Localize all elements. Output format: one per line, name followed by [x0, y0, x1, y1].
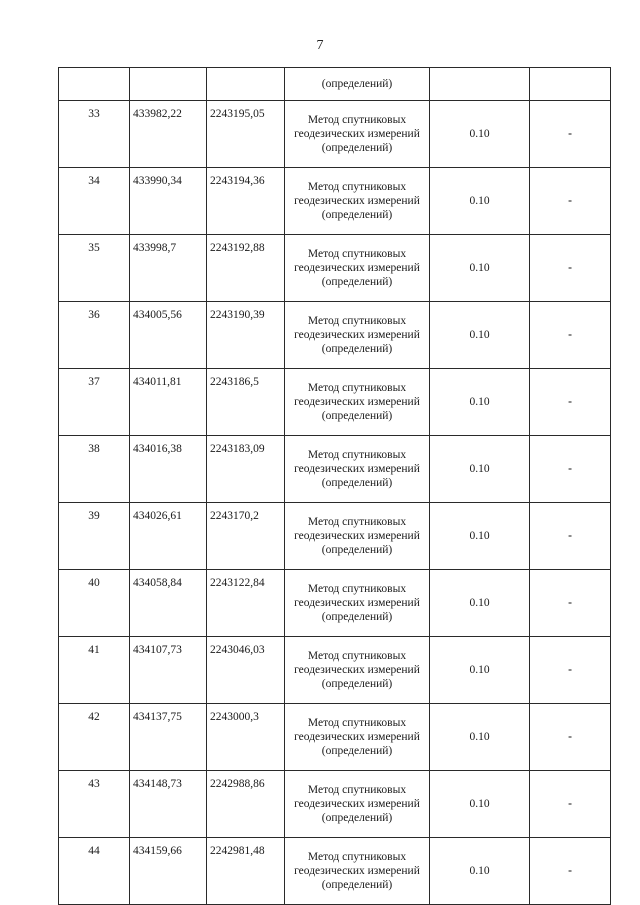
table-row	[59, 436, 611, 503]
table-row-continuation	[59, 68, 611, 101]
cell-x: 433990,34	[130, 168, 207, 235]
cell-num: 34	[59, 168, 130, 235]
cell-precision: 0.10	[430, 168, 530, 235]
cell-method: Метод спутниковых геодезических измерений (определений)	[285, 771, 430, 838]
table-row	[59, 838, 611, 905]
cell-x: 434005,56	[130, 302, 207, 369]
table-row	[59, 637, 611, 704]
cell-method: Метод спутниковых геодезических измерений (определений)	[285, 503, 430, 570]
cell-num: 44	[59, 838, 130, 905]
table-row	[59, 235, 611, 302]
cell-precision: 0.10	[430, 771, 530, 838]
cell-y: 2243122,84	[207, 570, 285, 637]
cell-note: -	[530, 369, 611, 436]
cell-method: Метод спутниковых геодезических измерений (определений)	[285, 570, 430, 637]
cell-precision: 0.10	[430, 704, 530, 771]
cell-note	[530, 68, 611, 101]
cell-precision: 0.10	[430, 637, 530, 704]
cell-x	[130, 68, 207, 101]
cell-note: -	[530, 503, 611, 570]
cell-num: 36	[59, 302, 130, 369]
cell-precision: 0.10	[430, 235, 530, 302]
cell-method: Метод спутниковых геодезических измерений (определений)	[285, 436, 430, 503]
cell-x: 434016,38	[130, 436, 207, 503]
table-row	[59, 503, 611, 570]
cell-method: Метод спутниковых геодезических измерений (определений)	[285, 168, 430, 235]
cell-y: 2242981,48	[207, 838, 285, 905]
cell-x: 434058,84	[130, 570, 207, 637]
cell-note: -	[530, 168, 611, 235]
cell-num: 39	[59, 503, 130, 570]
cell-y	[207, 68, 285, 101]
cell-x: 434107,73	[130, 637, 207, 704]
cell-x: 433982,22	[130, 101, 207, 168]
cell-note: -	[530, 101, 611, 168]
cell-method: Метод спутниковых геодезических измерений (определений)	[285, 637, 430, 704]
cell-precision: 0.10	[430, 838, 530, 905]
cell-x: 433998,7	[130, 235, 207, 302]
cell-y: 2243170,2	[207, 503, 285, 570]
cell-note: -	[530, 838, 611, 905]
cell-num: 37	[59, 369, 130, 436]
table-row	[59, 704, 611, 771]
table-row	[59, 168, 611, 235]
cell-precision: 0.10	[430, 101, 530, 168]
cell-x: 434011,81	[130, 369, 207, 436]
cell-precision: 0.10	[430, 570, 530, 637]
cell-precision	[430, 68, 530, 101]
cell-method: Метод спутниковых геодезических измерений (определений)	[285, 704, 430, 771]
cell-y: 2243195,05	[207, 101, 285, 168]
table-row	[59, 101, 611, 168]
cell-precision: 0.10	[430, 436, 530, 503]
cell-x: 434148,73	[130, 771, 207, 838]
coordinates-table-body	[59, 68, 611, 905]
cell-x: 434159,66	[130, 838, 207, 905]
cell-method: (определений)	[285, 68, 430, 101]
cell-y: 2243190,39	[207, 302, 285, 369]
cell-note: -	[530, 704, 611, 771]
cell-num: 38	[59, 436, 130, 503]
cell-method: Метод спутниковых геодезических измерений (определений)	[285, 101, 430, 168]
cell-method: Метод спутниковых геодезических измерений (определений)	[285, 235, 430, 302]
cell-num	[59, 68, 130, 101]
cell-precision: 0.10	[430, 302, 530, 369]
table-row	[59, 570, 611, 637]
coordinates-table	[58, 67, 611, 905]
cell-num: 33	[59, 101, 130, 168]
cell-precision: 0.10	[430, 503, 530, 570]
page-number: 7	[316, 38, 324, 53]
table-row	[59, 369, 611, 436]
cell-x: 434026,61	[130, 503, 207, 570]
cell-precision: 0.10	[430, 369, 530, 436]
cell-num: 42	[59, 704, 130, 771]
cell-y: 2243183,09	[207, 436, 285, 503]
table-row	[59, 302, 611, 369]
table-row	[59, 771, 611, 838]
cell-note: -	[530, 235, 611, 302]
cell-method: Метод спутниковых геодезических измерений (определений)	[285, 302, 430, 369]
cell-note: -	[530, 302, 611, 369]
cell-note: -	[530, 637, 611, 704]
cell-method: Метод спутниковых геодезических измерений (определений)	[285, 838, 430, 905]
cell-note: -	[530, 771, 611, 838]
cell-y: 2243194,36	[207, 168, 285, 235]
cell-method: Метод спутниковых геодезических измерений (определений)	[285, 369, 430, 436]
cell-note: -	[530, 570, 611, 637]
cell-num: 41	[59, 637, 130, 704]
cell-num: 35	[59, 235, 130, 302]
cell-y: 2242988,86	[207, 771, 285, 838]
cell-y: 2243186,5	[207, 369, 285, 436]
cell-num: 40	[59, 570, 130, 637]
cell-y: 2243046,03	[207, 637, 285, 704]
cell-y: 2243000,3	[207, 704, 285, 771]
cell-note: -	[530, 436, 611, 503]
cell-num: 43	[59, 771, 130, 838]
cell-x: 434137,75	[130, 704, 207, 771]
cell-y: 2243192,88	[207, 235, 285, 302]
